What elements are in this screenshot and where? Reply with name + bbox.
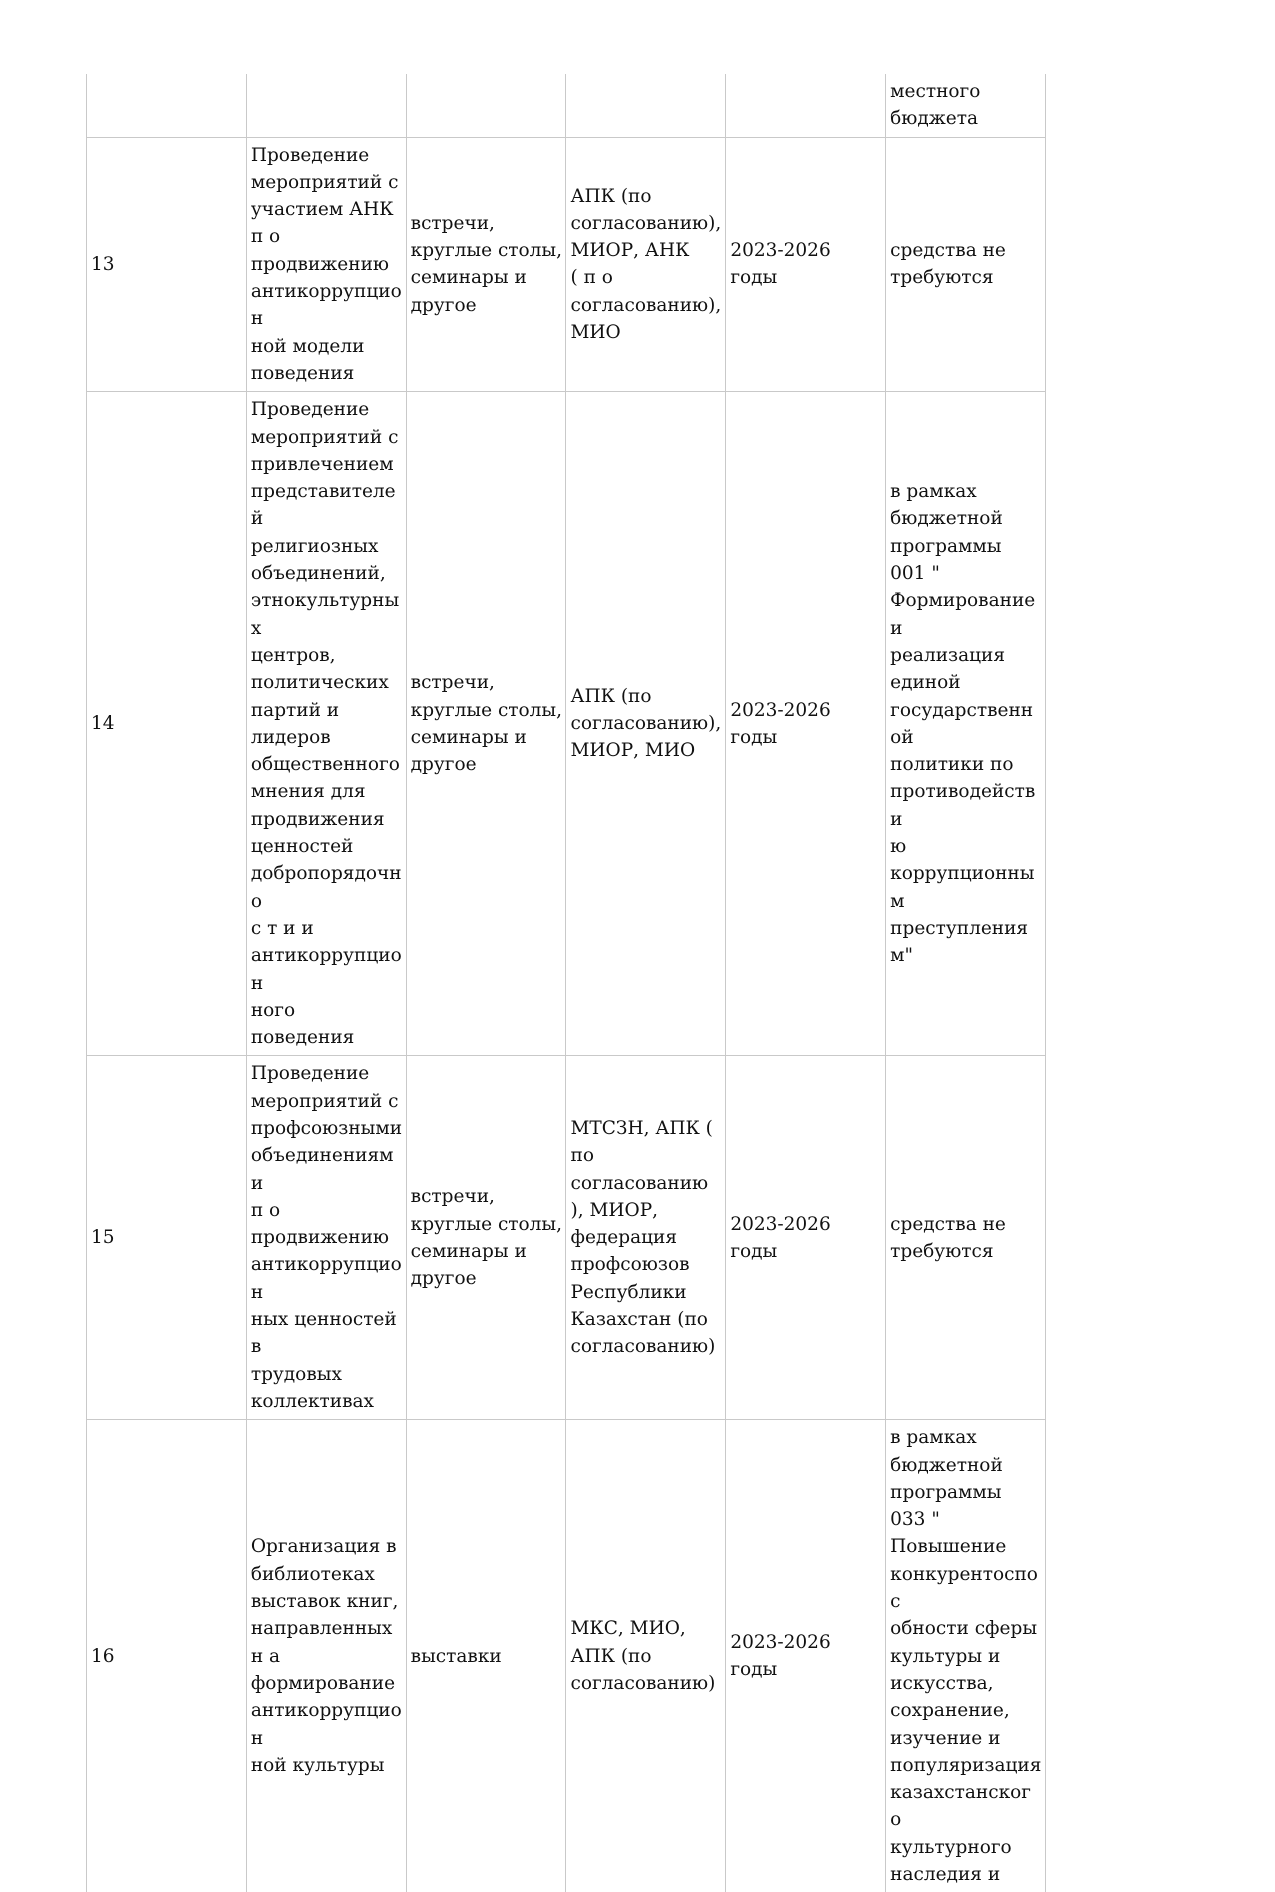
period-cell: 2023-2026 годы bbox=[726, 392, 886, 1056]
responsible-cell: АПК (по согласованию), МИОР, АНК ( п о согласованию), МИО bbox=[566, 137, 726, 392]
form-cell: выставки bbox=[406, 1420, 566, 1892]
measure-cell: Проведение мероприятий с привлечением представителей религиозных объединений, этнокультурных центров, политических партий и лидеров общественного мнения для продвижения ценностей добропорядочно с т и и антикоррупцион ного поведения bbox=[246, 392, 406, 1056]
funding-cell: местного бюджета bbox=[886, 74, 1046, 137]
table-row bbox=[87, 137, 1046, 392]
period-cell: 2023-2026 годы bbox=[726, 1420, 886, 1892]
table-cell bbox=[566, 74, 726, 137]
row-number-cell: 13 bbox=[87, 137, 247, 392]
funding-cell: средства не требуются bbox=[886, 137, 1046, 392]
funding-cell: средства не требуются bbox=[886, 1056, 1046, 1420]
form-cell: встречи, круглые столы, семинары и другое bbox=[406, 1056, 566, 1420]
row-number-cell: 16 bbox=[87, 1420, 247, 1892]
measure-cell: Организация в библиотеках выставок книг, направленных н а формирование антикоррупцион ной культуры bbox=[246, 1420, 406, 1892]
period-cell: 2023-2026 годы bbox=[726, 137, 886, 392]
responsible-cell: АПК (по согласованию), МИОР, МИО bbox=[566, 392, 726, 1056]
form-cell: встречи, круглые столы, семинары и другое bbox=[406, 137, 566, 392]
table-cell bbox=[726, 74, 886, 137]
table-cell bbox=[406, 74, 566, 137]
funding-cell: в рамках бюджетной программы 001 " Формирование и реализация единой государственной политики по противодействи ю коррупционным преступлениям" bbox=[886, 392, 1046, 1056]
table-row bbox=[87, 392, 1046, 1056]
row-number-cell: 15 bbox=[87, 1056, 247, 1420]
measure-cell: Проведение мероприятий с профсоюзными объединениями п о продвижению антикоррупцион ных ценностей в трудовых коллективах bbox=[246, 1056, 406, 1420]
table-row bbox=[87, 1420, 1046, 1892]
form-cell: встречи, круглые столы, семинары и другое bbox=[406, 392, 566, 1056]
table-row bbox=[87, 1056, 1046, 1420]
responsible-cell: МТСЗН, АПК ( по согласованию ), МИОР, федерация профсоюзов Республики Казахстан (по согласованию) bbox=[566, 1056, 726, 1420]
table-cell bbox=[246, 74, 406, 137]
action-plan-table bbox=[86, 74, 1046, 1892]
measure-cell: Проведение мероприятий с участием АНК п о продвижению антикоррупцион ной модели поведения bbox=[246, 137, 406, 392]
responsible-cell: МКС, МИО, АПК (по согласованию) bbox=[566, 1420, 726, 1892]
period-cell: 2023-2026 годы bbox=[726, 1056, 886, 1420]
funding-cell: в рамках бюджетной программы 033 " Повышение конкурентоспос обности сферы культуры и искусства, сохранение, изучение и популяризация казахстанского культурного наследия и bbox=[886, 1420, 1046, 1892]
row-number-cell: 14 bbox=[87, 392, 247, 1056]
table-cell bbox=[87, 74, 247, 137]
continuation-row bbox=[87, 74, 1046, 137]
